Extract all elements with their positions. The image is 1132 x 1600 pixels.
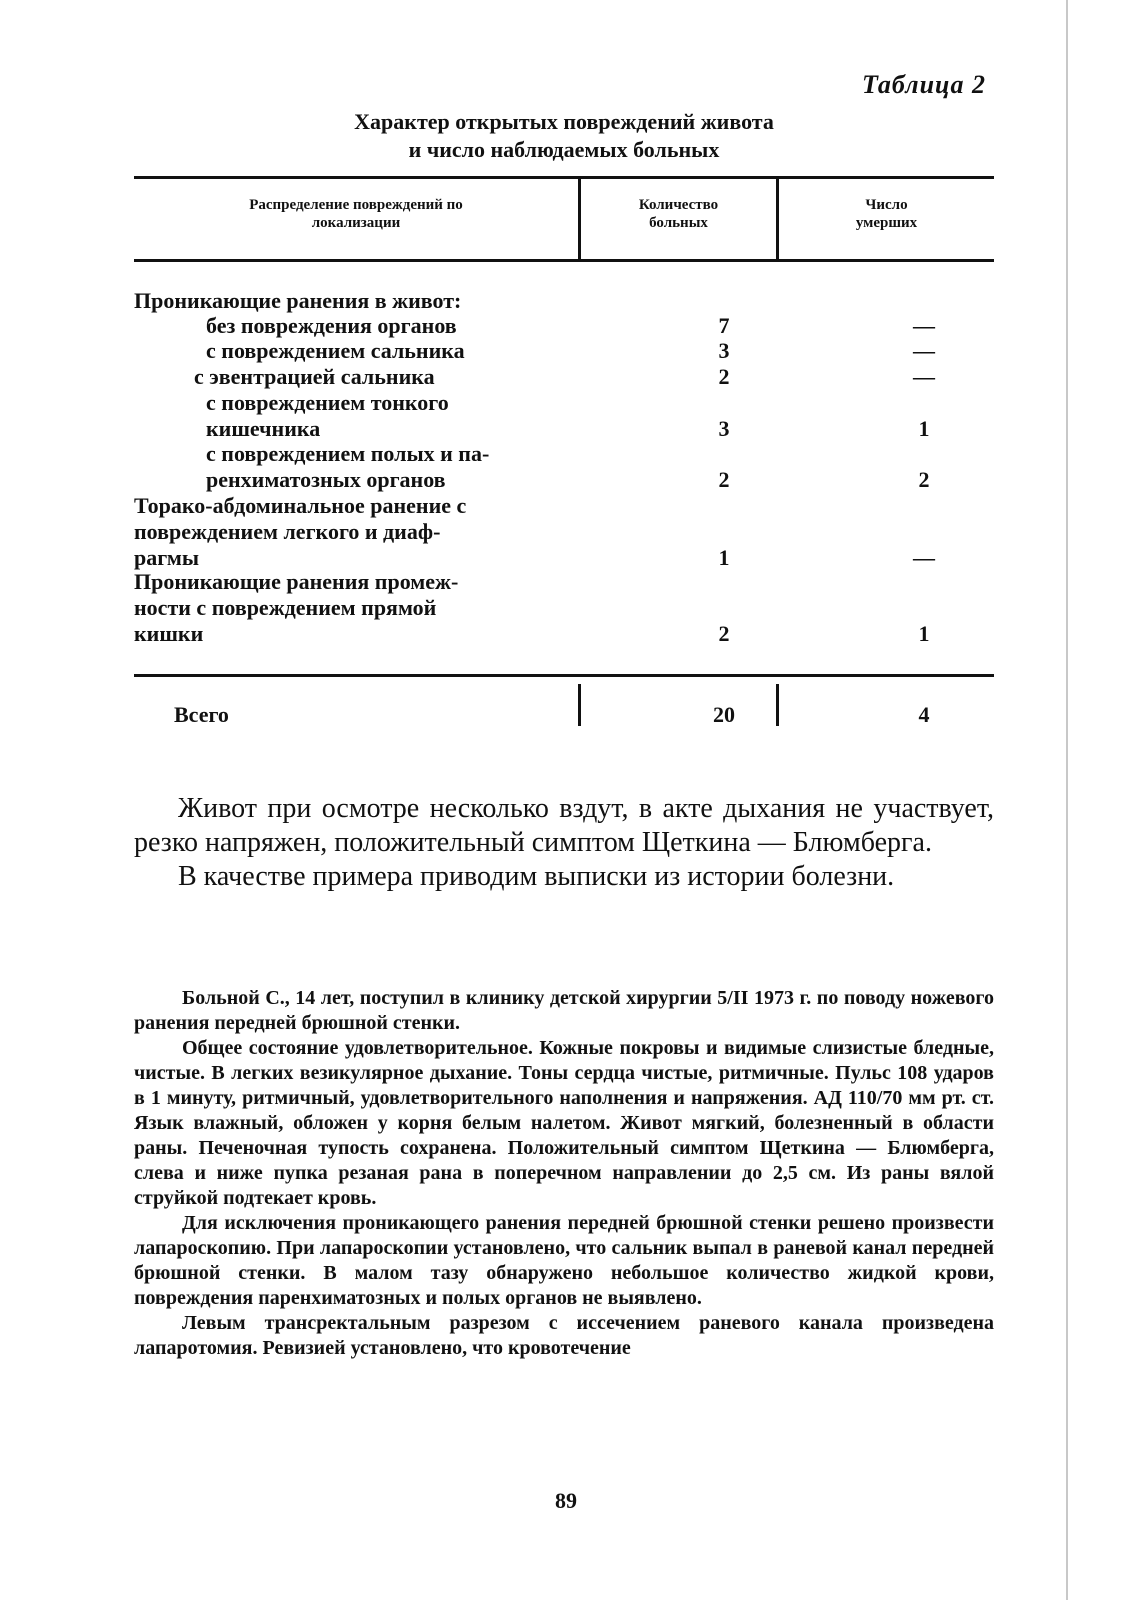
- paragraph: Для исключения проникающего ранения передней брюшной стенки решено произвести лапароскопию. При лапароскопии установлено, что сальник выпал в раневой канал передней брюшной стенки. В малом тазу обнаружено небольшое количество жидкой крови, повреждения паренхиматозных и полых органов не выявлено.: [134, 1212, 994, 1309]
- total-divider: [578, 684, 581, 726]
- patients-cell: 2: [718, 621, 730, 646]
- table-header-rule: [134, 259, 994, 262]
- paragraph: Левым трансректальным разрезом с иссечением раневого канала произведена лапаротомия. Ревизией установлено, что кровотечение: [134, 1312, 994, 1359]
- col-header-died: Число умерших: [855, 197, 918, 231]
- page-number: 89: [555, 1488, 577, 1513]
- col-header-patients: Количество больных: [638, 197, 719, 231]
- total-label: Всего: [174, 702, 229, 727]
- table-title-line: и число наблюдаемых больных: [408, 137, 720, 162]
- col-header-location: Распределение повреждений по локализации: [249, 197, 463, 231]
- paragraph: В качестве примера приводим выписки из истории болезни.: [178, 861, 895, 892]
- died-cell: —: [913, 545, 935, 570]
- died-cell: 2: [918, 467, 930, 492]
- table-label: Таблица 2: [861, 70, 986, 99]
- died-cell: —: [913, 364, 935, 389]
- total-divider: [776, 684, 779, 726]
- row-label: Проникающие ранения промеж- ности с повреждением прямой кишки: [134, 569, 459, 646]
- table-title: [134, 108, 994, 164]
- patients-cell: 2: [718, 364, 730, 389]
- table-total-rule: [134, 674, 994, 677]
- page-edge: [1066, 0, 1068, 1600]
- died-cell: —: [913, 313, 935, 338]
- row-label: с повреждением полых и па- ренхиматозных органов: [206, 441, 490, 492]
- total-died: 4: [918, 702, 930, 727]
- case-history: [134, 986, 994, 1361]
- died-cell: —: [913, 338, 935, 363]
- row-label: с повреждением тонкого кишечника: [206, 390, 449, 441]
- patients-cell: 2: [718, 467, 730, 492]
- row-label: Проникающие ранения в живот:: [134, 288, 462, 313]
- table-top-rule: [134, 176, 994, 179]
- row-label: с эвентрацией сальника: [194, 364, 435, 389]
- total-patients: 20: [713, 702, 735, 727]
- patients-cell: 1: [718, 545, 730, 570]
- body-text: [134, 792, 994, 894]
- died-cell: 1: [918, 621, 930, 646]
- paragraph: Живот при осмотре несколько вздут, в акте дыхания не участвует, резко напряжен, положительный симптом Щеткина — Блюмберга.: [134, 793, 994, 858]
- patients-cell: 7: [718, 313, 730, 338]
- paragraph: Общее состояние удовлетворительное. Кожные покровы и видимые слизистые бледные, чистые. В легких везикулярное дыхание. Тоны сердца чистые, ритмичные. Пульс 108 ударов в 1 минуту, ритмичный, удовлетворительного наполнения и напряжения. АД 110/70 мм рт. ст. Язык влажный, обложен у корня белым налетом. Живот мягкий, болезненный в области раны. Печеночная тупость сохранена. Положительный симптом Щеткина — Блюмберга, слева и ниже пупка резаная рана в поперечном направлении до 2,5 см. Из раны вялой струйкой подтекает кровь.: [134, 1037, 994, 1209]
- patients-cell: 3: [718, 416, 730, 441]
- patients-cell: 3: [718, 338, 730, 363]
- row-label: с повреждением сальника: [206, 338, 465, 363]
- table-title-line: Характер открытых повреждений живота: [354, 109, 774, 134]
- died-cell: 1: [918, 416, 930, 441]
- row-label: Торако-абдоминальное ранение с повреждением легкого и диаф- рагмы: [134, 493, 467, 570]
- paragraph: Больной С., 14 лет, поступил в клинику детской хирургии 5/II 1973 г. по поводу ножевого ранения передней брюшной стенки.: [134, 987, 994, 1034]
- row-label: без повреждения органов: [206, 313, 457, 338]
